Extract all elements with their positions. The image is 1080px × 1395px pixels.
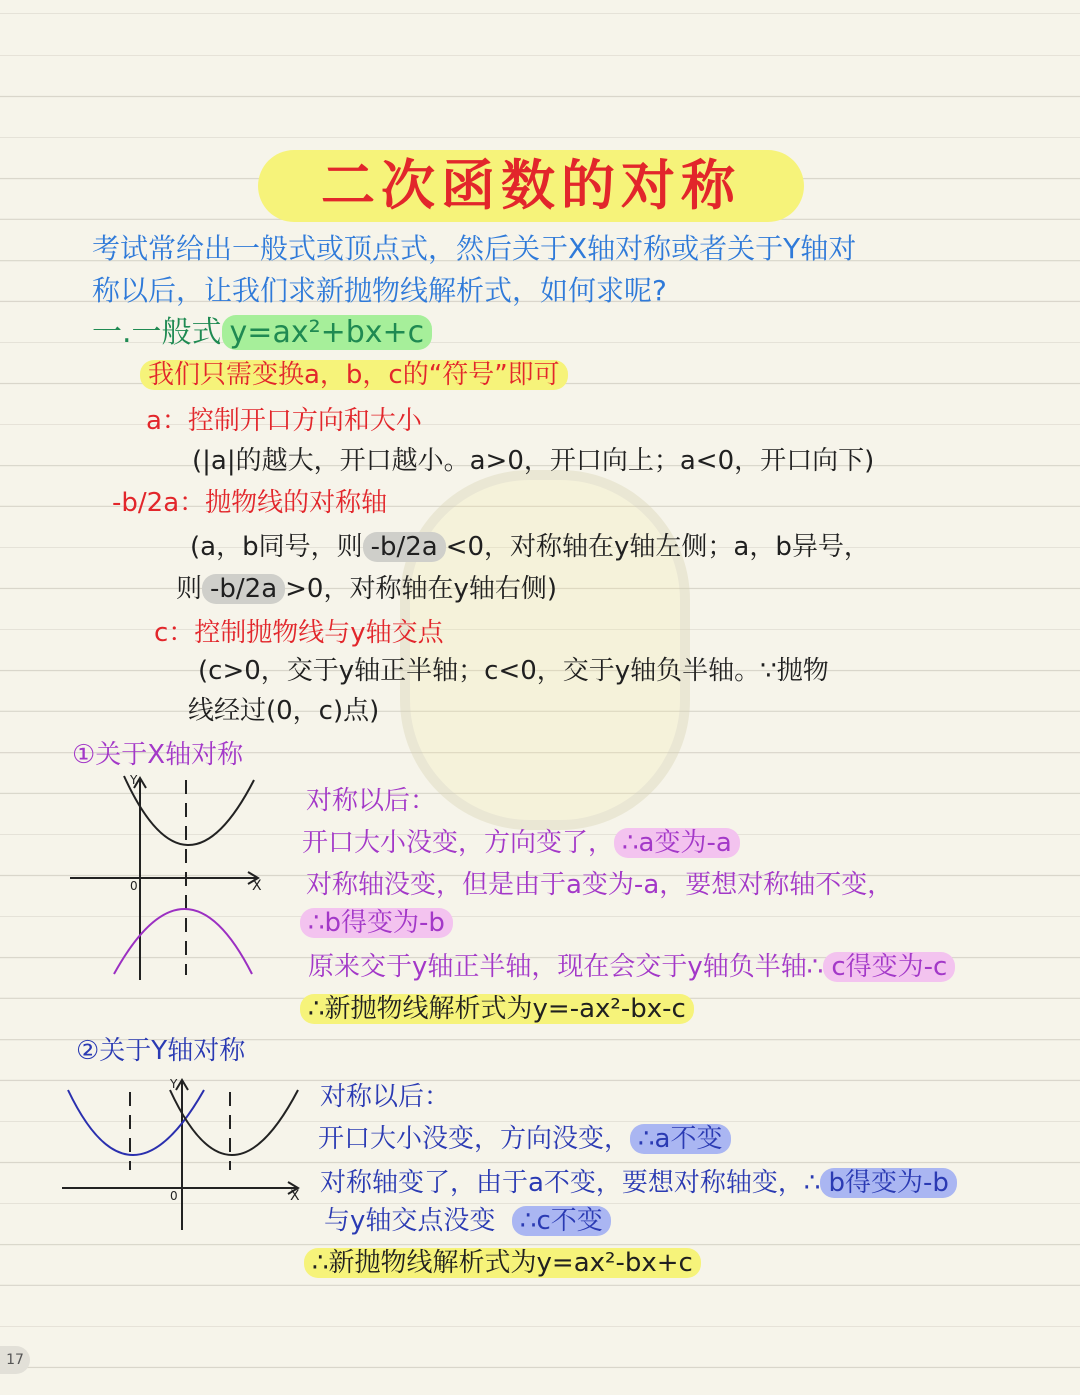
axis-detail-1 xyxy=(190,530,870,564)
section1-formula: y=ax²+bx+c xyxy=(222,315,433,350)
part1-heading: ①关于X轴对称 xyxy=(72,740,244,770)
part2-result xyxy=(304,1246,701,1280)
section1-note xyxy=(140,358,568,392)
part2-line2 xyxy=(320,1166,957,1200)
part2-line3 xyxy=(324,1204,611,1238)
part1-after: 对称以后： xyxy=(306,786,437,816)
axis-detail-2-hl: -b/2a xyxy=(202,574,285,604)
part2-result-text: ∴新抛物线解析式为y=ax²-bx+c xyxy=(304,1248,701,1278)
part2-after: 对称以后： xyxy=(320,1082,451,1112)
page-number: 17 xyxy=(0,1346,30,1374)
intro-line-1: 考试常给出一般式或顶点式，然后关于X轴对称或者关于Y轴对 xyxy=(92,232,857,265)
watermark-logo xyxy=(400,470,690,830)
part2-line2-hl: b得变为-b xyxy=(820,1168,956,1198)
section1-heading-prefix: 一.一般式 xyxy=(92,315,222,350)
a-label: a：控制开口方向和大小 xyxy=(146,406,422,436)
part2-line3-hl: ∴c不变 xyxy=(512,1206,611,1236)
intro-line-2: 称以后，让我们求新抛物线解析式，如何求呢? xyxy=(92,274,667,307)
title-highlight xyxy=(258,150,804,222)
part1-line4 xyxy=(308,950,955,984)
x-axis-label: X xyxy=(252,878,262,894)
original-parabola xyxy=(124,776,254,845)
part2-line3-pre: 与y轴交点没变 xyxy=(324,1206,496,1236)
axis-label: -b/2a：抛物线的对称轴 xyxy=(112,488,388,518)
c-detail-1: (c>0，交于y轴正半轴；c<0，交于y轴负半轴。∵抛物 xyxy=(198,656,829,686)
part1-result-text: ∴新抛物线解析式为y=-ax²-bx-c xyxy=(300,994,694,1024)
section1-note-text: 我们只需变换a，b，c的“符号”即可 xyxy=(140,360,568,390)
graph-x-reflection xyxy=(60,770,290,990)
y-axis-label: Y xyxy=(130,773,138,787)
section1-heading xyxy=(92,316,432,350)
axis-detail-2-post: >0，对称轴在y轴右侧) xyxy=(285,574,557,604)
part2-line1-pre: 开口大小没变，方向没变， xyxy=(318,1124,631,1154)
part1-line1-pre: 开口大小没变，方向变了， xyxy=(302,828,615,858)
c-label: c：控制抛物线与y轴交点 xyxy=(154,618,444,648)
part2-line1-hl: ∴a不变 xyxy=(630,1124,730,1154)
part1-line4-hl: c得变为-c xyxy=(823,952,955,982)
part1-line2: 对称轴没变，但是由于a变为-a，要想对称轴不变， xyxy=(306,870,894,900)
origin-label: 0 xyxy=(170,1189,178,1203)
axis-detail-1-pre: (a，b同号，则 xyxy=(190,532,363,562)
part1-line3-hl: ∴b得变为-b xyxy=(300,908,453,938)
original-parabola xyxy=(170,1090,298,1155)
y-axis-label: Y xyxy=(170,1077,178,1091)
graph-y-reflection xyxy=(58,1074,308,1234)
origin-label: 0 xyxy=(130,879,138,893)
axis-detail-1-hl: -b/2a xyxy=(363,532,446,562)
part1-result xyxy=(300,992,694,1026)
a-detail: (|a|的越大，开口越小。a>0，开口向上；a<0，开口向下) xyxy=(192,446,875,476)
part2-line2-pre: 对称轴变了，由于a不变，要想对称轴变，∴ xyxy=(320,1168,821,1198)
c-detail-2: 线经过(0，c)点) xyxy=(188,696,380,726)
part1-line1 xyxy=(302,826,740,860)
page-title: 二次函数的对称 xyxy=(321,154,741,217)
part1-line4-pre: 原来交于y轴正半轴，现在会交于y轴负半轴∴ xyxy=(308,952,824,982)
part1-line1-hl: ∴a变为-a xyxy=(614,828,740,858)
reflected-parabola xyxy=(68,1090,204,1155)
part1-line3 xyxy=(300,906,453,940)
x-axis-label: X xyxy=(290,1188,300,1204)
part2-line1 xyxy=(318,1122,731,1156)
part2-heading: ②关于Y轴对称 xyxy=(76,1036,246,1066)
axis-detail-2-pre: 则 xyxy=(176,574,203,604)
axis-detail-1-post: <0，对称轴在y轴左侧；a，b异号， xyxy=(445,532,870,562)
axis-detail-2 xyxy=(176,572,557,606)
reflected-parabola xyxy=(114,909,252,974)
